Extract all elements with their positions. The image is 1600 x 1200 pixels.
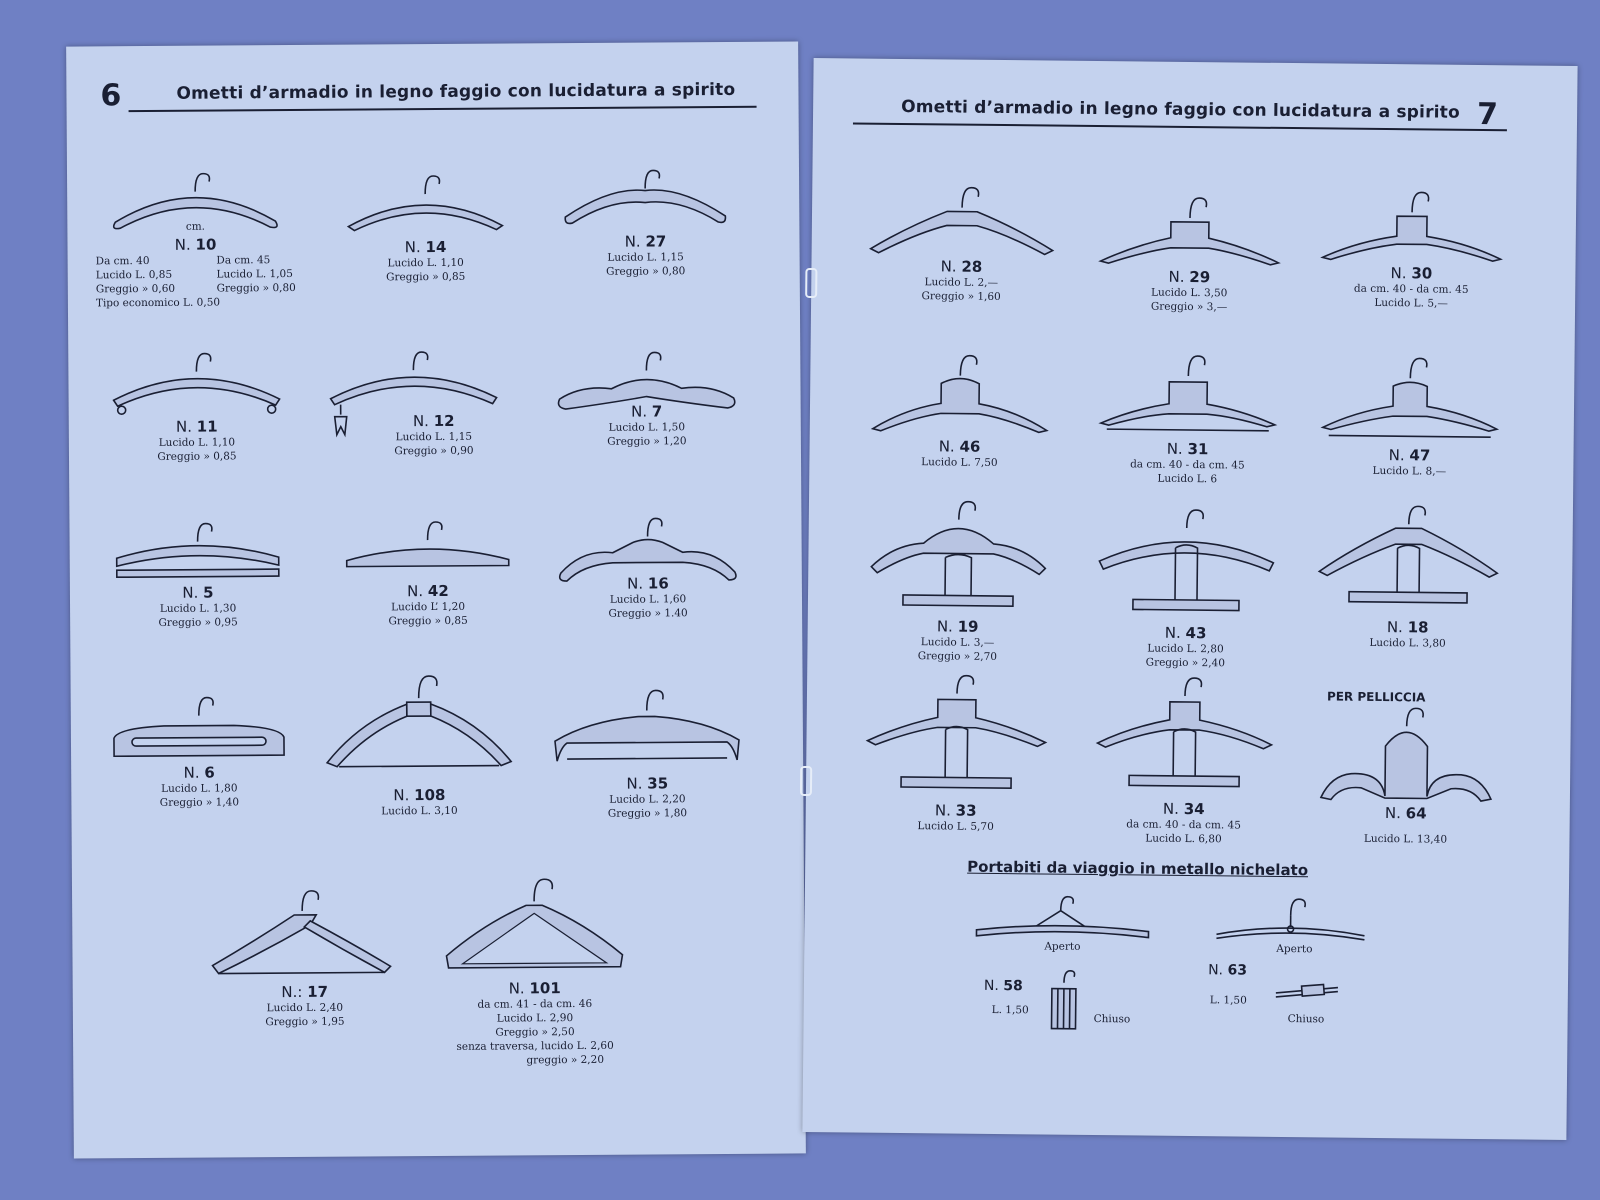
price-line: Greggio » 0,95 [158, 616, 238, 629]
price-line: Lucido L. 3,— [920, 636, 995, 649]
price-line: Lucido L. 1,60 [609, 593, 687, 606]
price-line: Greggio » 2,50 [495, 1026, 575, 1039]
price-line: Greggio » 1,60 [921, 290, 1001, 304]
binding-staple [805, 268, 817, 298]
item-number: N. 46 [938, 437, 981, 456]
closed-label: Chiuso [1287, 1013, 1325, 1026]
price-line: Greggio » 0,85 [157, 450, 237, 463]
hanger-illustration [867, 175, 1058, 257]
travel-hanger-closed-illustration [1043, 968, 1084, 1034]
product-item [545, 160, 746, 279]
price-line: Lucido L. 0,85 [95, 268, 173, 282]
hanger-illustration [330, 165, 520, 236]
hanger-illustration [1093, 345, 1284, 439]
price-line: da cm. 40 - da cm. 45 [1126, 818, 1241, 832]
binding-staple [800, 766, 812, 796]
price-line: Greggio » 0,85 [388, 614, 468, 628]
product-item [1085, 503, 1287, 671]
header-rule [853, 122, 1507, 131]
hanger-illustration [1094, 185, 1285, 267]
hanger-illustration [104, 687, 295, 762]
price-line: Greggio » 0,85 [386, 270, 466, 284]
hanger-illustration [102, 511, 292, 582]
item-number: N. 64 [1384, 804, 1427, 823]
price-line: Greggio » 0,80 [606, 265, 686, 278]
price-line: Greggio » 0,60 [95, 282, 176, 296]
item-number: N. 6 [183, 763, 215, 782]
hanger-illustration [204, 880, 405, 981]
hanger-illustration [332, 509, 522, 580]
open-label: Aperto [1276, 942, 1313, 956]
product-item [96, 343, 297, 464]
price-line: Lucido L. 1,15 [395, 430, 473, 444]
product-item [1087, 345, 1288, 487]
header-rule [129, 106, 757, 112]
travel-hanger-open-illustration [972, 892, 1153, 944]
item-number: N. 14 [404, 237, 447, 257]
price-line: Lucido L. 5,— [1374, 296, 1448, 310]
price-line: Lucido L. 3,10 [381, 804, 458, 818]
page-title: Ometti d’armadio in legno faggio con lucidatura a spirito [901, 96, 1461, 123]
product-item [318, 661, 519, 818]
price-line: Greggio » 3,— [1150, 300, 1228, 314]
hanger-illustration [1089, 671, 1280, 799]
price-line: Lucido L. 2,90 [496, 1012, 574, 1025]
product-item [856, 669, 1058, 835]
price-line: Lucido L. 1,10 [158, 436, 236, 449]
price-line: senza traversa, lucido L. 2,60 [456, 1039, 614, 1053]
fur-section-label: PER PELLICCIA [1326, 689, 1426, 705]
price-line: da cm. 40 - da cm. 45 [1353, 282, 1469, 296]
item-number: N. 108 [393, 785, 446, 805]
item-number: N. 47 [1388, 446, 1431, 465]
price-line: Da cm. 40 [95, 254, 150, 268]
product-item [547, 508, 748, 621]
hanger-illustration [318, 661, 519, 784]
product-item [97, 511, 298, 630]
page-number: 7 [1476, 96, 1499, 133]
product-item [95, 163, 296, 310]
price-line: Lucido L. 13,40 [1363, 832, 1448, 846]
price-line: Lucido L’ 1,20 [391, 600, 466, 614]
item-number: N. 34 [1162, 799, 1205, 819]
item-number: N. 7 [631, 402, 663, 421]
price-line: Lucido L. 7,50 [921, 456, 998, 469]
product-item [1309, 347, 1510, 479]
product-item [859, 343, 1060, 471]
item-number: N.: 17 [281, 982, 329, 1002]
price-line: L. 1,50 [1209, 994, 1247, 1007]
item-number: N. 10 [174, 235, 217, 254]
item-number: N. 33 [934, 801, 977, 820]
price-line: Lucido L. 1,15 [607, 251, 684, 264]
right-catalog-page [802, 58, 1577, 1140]
item-number: N. 16 [626, 574, 669, 593]
scale-label: cm. [185, 220, 206, 233]
price-line: Greggio » 2,70 [917, 650, 998, 663]
price-line: Da cm. 45 [216, 254, 271, 267]
price-line: Tipo economico L. 0,50 [95, 296, 221, 310]
hanger-illustration [101, 343, 291, 416]
price-line: Lucido L. 1,05 [216, 267, 293, 281]
price-line: Greggio » 1,95 [265, 1015, 345, 1029]
price-line: Lucido L. 1,50 [608, 421, 686, 434]
price-line: Lucido L. 2,— [924, 276, 999, 289]
travel-hanger-open-illustration [1210, 890, 1371, 944]
hanger-illustration [1091, 503, 1282, 623]
product-item [1083, 671, 1285, 847]
price-line: Greggio » 0,90 [394, 444, 474, 458]
hanger-illustration [1317, 181, 1508, 263]
product-item [861, 175, 1062, 305]
closed-label: Chiuso [1093, 1013, 1131, 1026]
item-number: N. 5 [182, 583, 214, 602]
price-line: L. 1,50 [991, 1003, 1029, 1017]
product-item [1305, 701, 1506, 847]
price-line: Greggio » 2,40 [1145, 656, 1225, 670]
hanger-illustration [865, 343, 1056, 437]
item-number: N. 18 [1386, 618, 1429, 637]
product-item [547, 676, 748, 821]
product-item [1307, 499, 1509, 651]
price-line: da cm. 41 - da cm. 46 [477, 997, 593, 1011]
item-number: N. 42 [407, 581, 449, 601]
price-line: Greggio » 1,20 [607, 435, 687, 448]
price-line: Lucido L. 6 [1157, 472, 1218, 486]
item-number: N. 19 [936, 617, 979, 636]
price-line: Lucido L. 1,10 [387, 256, 464, 270]
item-number: N. 29 [1168, 267, 1211, 287]
price-line: Lucido L. 2,20 [609, 793, 686, 806]
item-number: N. 27 [624, 232, 667, 251]
item-number: N. 30 [1390, 264, 1433, 283]
item-number: N. 35 [626, 774, 669, 793]
hanger-illustration [1311, 701, 1502, 811]
page-number: 6 [100, 78, 122, 114]
product-item [204, 880, 405, 1029]
product-item [546, 340, 747, 449]
item-number: N. 101 [508, 979, 561, 998]
item-number: N. 28 [940, 257, 983, 276]
price-line: Greggio » 1,40 [159, 796, 240, 809]
item-number: N. 12 [412, 411, 455, 431]
price-line: da cm. 40 - da cm. 45 [1130, 458, 1245, 472]
price-line: Lucido L. 2,40 [266, 1001, 344, 1015]
travel-section-title: Portabiti da viaggio in metallo nichelato [967, 857, 1309, 880]
left-catalog-page [66, 41, 806, 1158]
hanger-illustration [1313, 499, 1504, 617]
price-line: Lucido L. 3,80 [1369, 636, 1446, 650]
price-line: Lucido L. 1,80 [161, 782, 238, 795]
item-number: N. 63 [1208, 962, 1248, 979]
price-line: Greggio » 1.40 [608, 607, 688, 620]
open-label: Aperto [1044, 940, 1081, 953]
hanger-illustration [861, 669, 1052, 801]
price-line: Lucido L. 8,— [1372, 464, 1447, 478]
product-item [1311, 181, 1512, 311]
hanger-illustration [434, 867, 635, 978]
page-title: Ometti d’armadio in legno faggio con lucidatura a spirito [176, 79, 736, 104]
hanger-illustration [550, 160, 740, 231]
item-number: N. 31 [1166, 439, 1209, 459]
item-number: N. 11 [175, 417, 218, 436]
page-header [813, 92, 1577, 140]
product-item [99, 687, 300, 810]
hanger-illustration [549, 676, 746, 773]
hanger-illustration [863, 495, 1054, 617]
price-line: Lucido L. 3,50 [1150, 286, 1228, 300]
hanger-illustration [1315, 347, 1506, 445]
price-line: Greggio » 1,80 [607, 807, 688, 820]
product-item [327, 509, 528, 628]
price-line: Lucido L. 5,70 [917, 820, 994, 833]
product-item [313, 341, 514, 458]
price-line: Lucido L. 2,80 [1147, 642, 1224, 656]
price-line: greggio » 2,20 [526, 1053, 605, 1067]
product-item [857, 495, 1059, 665]
travel-hanger-closed-illustration [1272, 977, 1342, 1008]
price-line: Lucido L. 1,30 [159, 602, 237, 615]
page-header [66, 75, 798, 120]
product-item [325, 165, 526, 284]
price-line: Lucido L. 6,80 [1145, 832, 1222, 846]
price-line: Greggio » 0,80 [216, 281, 296, 295]
item-number: N. 58 [983, 977, 1023, 995]
product-item [1089, 185, 1290, 315]
item-number: N. 43 [1164, 623, 1207, 643]
product-item [434, 867, 635, 1068]
